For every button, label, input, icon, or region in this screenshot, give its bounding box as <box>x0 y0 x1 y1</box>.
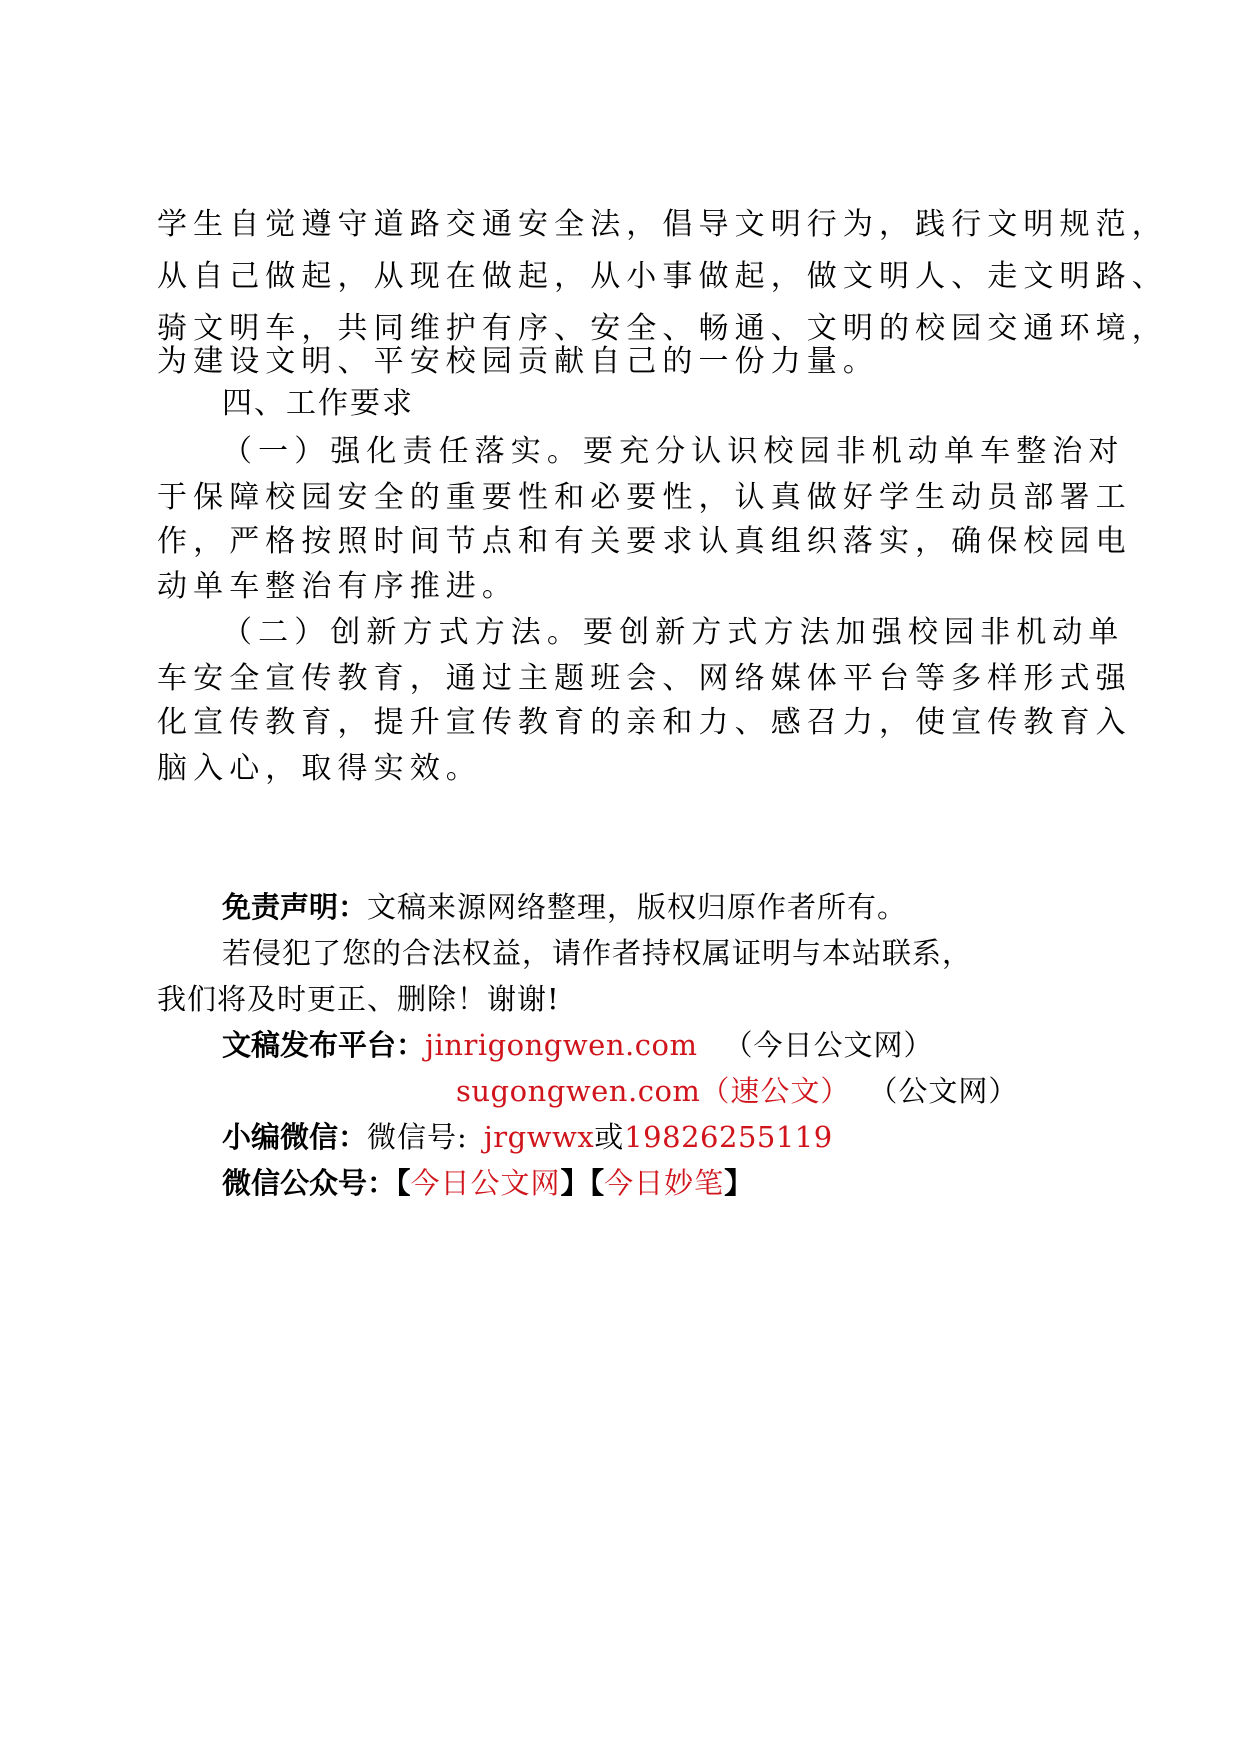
platform-site1-note: （今日公文网） <box>723 1028 934 1062</box>
item2-line: 脑入心，取得实效。 <box>157 751 482 786</box>
official-account-label: 微信公众号： <box>222 1166 397 1200</box>
official-account-name1[interactable]: 今日公文网 <box>410 1166 561 1200</box>
platform-site1-link[interactable]: jinrigongwen.com <box>425 1028 698 1062</box>
item1-line: 作，严格按照时间节点和有关要求认真组织落实，确保校园电 <box>157 524 1132 559</box>
body-line: 骑文明车，共同维护有序、安全、畅通、文明的校园交通环境， <box>157 311 1168 346</box>
item1-line: （一）强化责任落实。要充分认识校园非机动单车整治对 <box>222 434 1125 469</box>
platform-line2 <box>456 1071 1018 1111</box>
item2-line: （二）创新方式方法。要创新方式方法加强校园非机动单 <box>222 615 1125 650</box>
editor-or: 或 <box>594 1120 625 1154</box>
body-line: 学生自觉遵守道路交通安全法，倡导文明行为，践行文明规范， <box>157 207 1168 242</box>
item1-line: 于保障校园安全的重要性和必要性，认真做好学生动员部署工 <box>157 480 1132 515</box>
body-line: 从自己做起，从现在做起，从小事做起，做文明人、走文明路、 <box>157 259 1168 294</box>
platform-line <box>222 1025 933 1065</box>
official-account-name2[interactable]: 今日妙笔 <box>604 1166 725 1200</box>
platform-label: 文稿发布平台： <box>222 1028 426 1062</box>
bracket-open: 【 <box>589 1166 605 1200</box>
bracket-open: 【 <box>396 1166 411 1200</box>
editor-prefix: 微信号: <box>367 1120 468 1154</box>
editor-phone: 19826255119 <box>624 1120 833 1154</box>
item2-line: 化宣传教育，提升宣传教育的亲和力、感召力，使宣传教育入 <box>157 705 1132 740</box>
disclaimer-label: 免责声明： <box>222 890 368 924</box>
item1-line: 动单车整治有序推进。 <box>157 569 518 604</box>
body-line: 为建设文明、平安校园贡献自己的一份力量。 <box>157 344 879 379</box>
editor-line <box>222 1117 833 1157</box>
disclaimer-line3: 我们将及时更正、删除！谢谢! <box>157 982 560 1016</box>
section-heading: 四、工作要求 <box>222 386 414 421</box>
editor-wechat-id: jrgwwx <box>483 1120 595 1154</box>
official-account-line <box>222 1163 753 1203</box>
disclaimer-line2: 若侵犯了您的合法权益，请作者持权属证明与本站联系， <box>222 936 973 970</box>
platform-site2-note: （公文网） <box>868 1074 1019 1108</box>
editor-label: 小编微信： <box>222 1120 368 1154</box>
bracket-close: 】 <box>724 1166 754 1200</box>
disclaimer-text: 文稿来源网络整理，版权归原作者所有。 <box>367 890 908 924</box>
disclaimer-line <box>222 887 907 927</box>
item2-line: 车安全宣传教育，通过主题班会、网络媒体平台等多样形式强 <box>157 661 1132 696</box>
platform-site2-link[interactable]: sugongwen.com <box>456 1074 701 1108</box>
platform-site2-brand[interactable]: （速公文） <box>700 1074 851 1108</box>
bracket-close: 】 <box>560 1166 590 1200</box>
